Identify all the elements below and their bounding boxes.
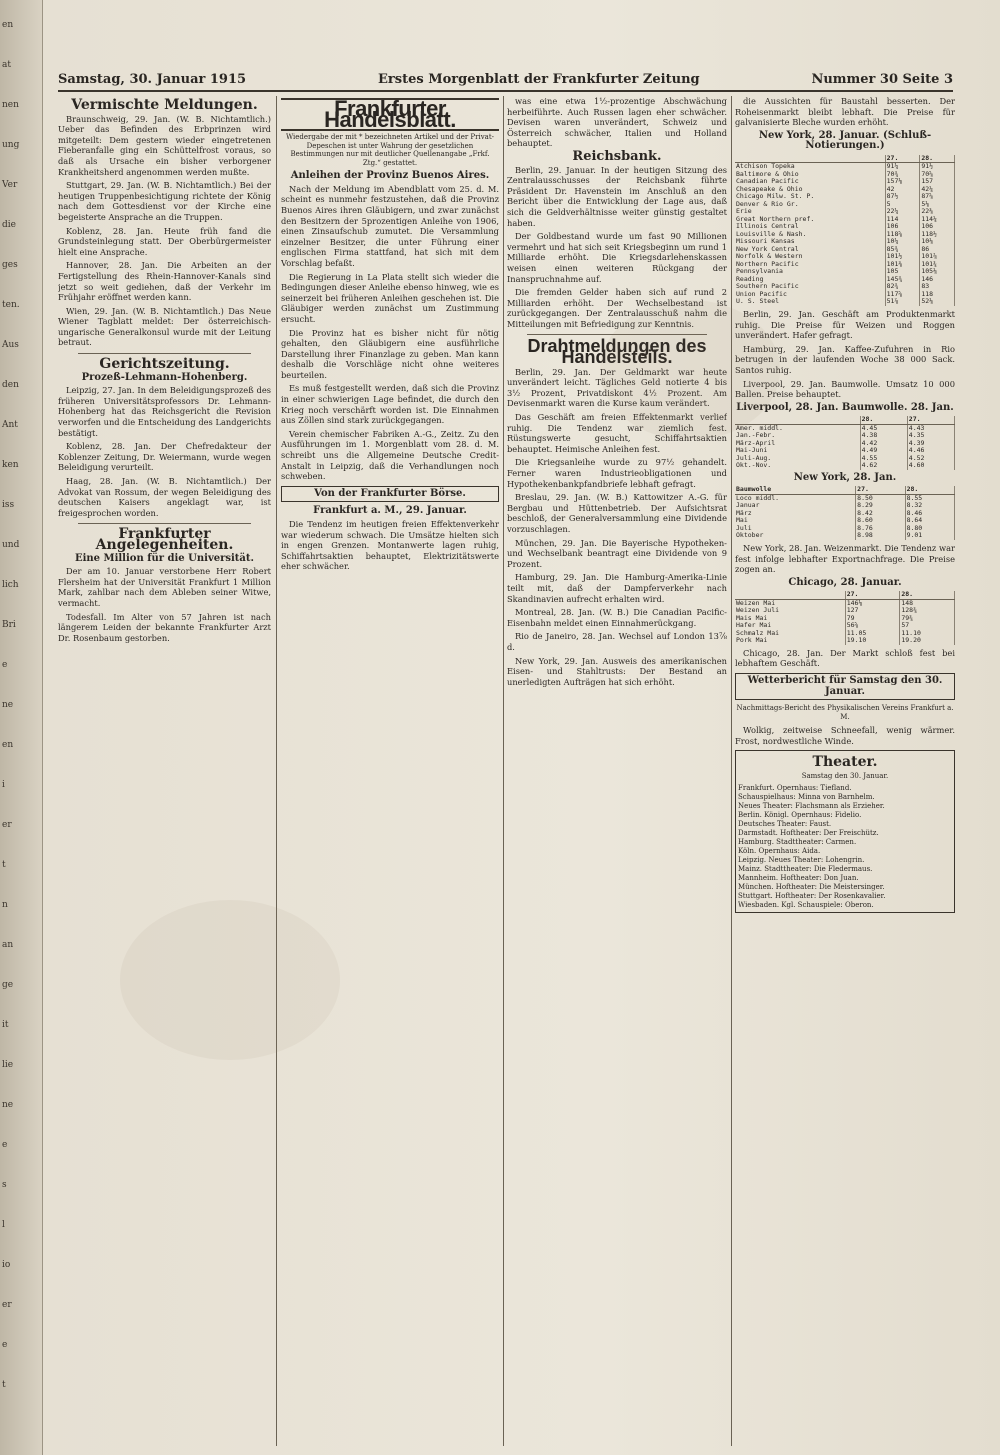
previous-page-fragment: s xyxy=(2,1180,7,1190)
section-title-handelsblatt: Frankfurter Handelsblatt. xyxy=(281,98,499,131)
table-cell: 4.42 xyxy=(860,440,907,448)
article-paragraph: Der Goldbestand wurde um fast 90 Millionen vermehrt und hat sich seit Kriegsbeginn um rund 1 Milliarde erhöht. Die Kriegsdarlehenskassen weisen einen weiteren Rückgang der Inanspruchnahme auf. xyxy=(507,231,727,284)
previous-page-fragment: Bri xyxy=(2,620,16,630)
article-paragraph: Braunschweig, 29. Jan. (W. B. Nichtamtlich.) Ueber das Befinden des Erbprinzen wird mitgeteilt: Dem gestern wieder eingetretenen Fieberanfalle ging ein Schüttelfrost voraus, so daß als Ursache ein bisher verborgener Krankheitsherd angenommen werden mußte. xyxy=(58,113,271,177)
table-cell: 57 xyxy=(900,622,955,630)
table-cell: 11.10 xyxy=(900,630,955,638)
table-row xyxy=(735,253,955,261)
table-cell: 8.98 xyxy=(856,532,905,540)
table-cell: 8.80 xyxy=(905,525,954,533)
subheading: Eine Million für die Universität. xyxy=(74,552,255,564)
subheading: New York, 28. Jan. xyxy=(793,471,897,483)
table-cell: 114¼ xyxy=(920,216,955,224)
column-rule xyxy=(503,96,504,1446)
column-rule xyxy=(731,96,732,1446)
table-cell: 19.10 xyxy=(845,637,900,645)
article-paragraph: Wien, 29. Jan. (W. B. Nichtamtlich.) Das Neue Wiener Tagblatt meldet: Der österreichisch-ungarische Generalkonsul wurde mit der Leitung betraut. xyxy=(58,305,271,348)
table-row xyxy=(735,486,955,494)
article-paragraph: New York, 28. Jan. Weizenmarkt. Die Tendenz war fest infolge lebhafter Exportnachfrage. Die Preise zogen an. xyxy=(735,542,955,575)
table-cell: Januar xyxy=(735,502,856,510)
table-cell: Union Pacific xyxy=(735,291,885,299)
table-cell: Jan.-Febr. xyxy=(735,432,860,440)
previous-page-fragment: en xyxy=(2,740,14,750)
section-title-frankfurt: Frankfurter Angelegenheiten. xyxy=(95,526,234,553)
table-cell: 4.45 xyxy=(860,424,907,432)
list-item: Stuttgart. Hoftheater: Der Rosenkavalier. xyxy=(738,891,886,900)
table-row xyxy=(735,622,955,630)
table-cell: 8.55 xyxy=(905,494,954,502)
table-cell: 105⅛ xyxy=(920,268,955,276)
divider xyxy=(78,353,251,354)
table-cell: Illinois Central xyxy=(735,223,885,231)
table-cell: 118 xyxy=(920,291,955,299)
table-row xyxy=(735,208,955,216)
article-paragraph: Montreal, 28. Jan. (W. B.) Die Canadian Pacific-Eisenbahn meldet einen Einnahmerückgang. xyxy=(507,607,727,628)
previous-page-fragment: ung xyxy=(2,140,20,150)
table-cell: 27. xyxy=(885,155,920,163)
weather-note: Nachmittags-Bericht des Physikalischen Vereins Frankfurt a. M. xyxy=(736,704,954,721)
previous-page-fragment: Ant xyxy=(2,420,18,430)
table-cell xyxy=(735,155,885,163)
table-cell: 4.35 xyxy=(907,432,954,440)
list-item: Wiesbaden. Kgl. Schauspiele: Oberon. xyxy=(738,900,874,909)
article-paragraph: Der am 10. Januar verstorbene Herr Robert Flersheim hat der Universität Frankfurt 1 Million Mark, zahlbar nach dem Ableben seiner Witwe, vermacht. xyxy=(58,566,271,608)
table-row xyxy=(735,178,955,186)
previous-page-fragment: Aus xyxy=(2,340,19,350)
column-1 xyxy=(58,96,271,1446)
table-cell: Pennsylvania xyxy=(735,268,885,276)
table-cell: Weizen Mai xyxy=(735,599,845,607)
table-cell: 22¼ xyxy=(885,208,920,216)
table-cell: Mai-Juni xyxy=(735,447,860,455)
table-row xyxy=(735,525,955,533)
table-row xyxy=(735,599,955,607)
article-paragraph: Chicago, 28. Jan. Der Markt schloß fest bei lebhaftem Geschäft. xyxy=(735,647,955,669)
table-row xyxy=(735,494,955,502)
list-item: Köln. Opernhaus: Aida. xyxy=(738,846,821,855)
table-cell: Norfolk & Western xyxy=(735,253,885,261)
table-cell: Canadian Pacific xyxy=(735,178,885,186)
table-row xyxy=(735,510,955,518)
table-cell: 42 xyxy=(885,186,920,194)
table-cell: 127 xyxy=(845,607,900,615)
table-cell: 42¼ xyxy=(920,186,955,194)
table-cell: 8.60 xyxy=(856,517,905,525)
table-cell: 28. xyxy=(860,416,907,424)
previous-page-fragment: den xyxy=(2,380,19,390)
table-row xyxy=(735,440,955,448)
table-cell: Loco middl. xyxy=(735,494,856,502)
column-3 xyxy=(507,96,727,1446)
table-cell: Juli xyxy=(735,525,856,533)
article-paragraph: Haag, 28. Jan. (W. B. Nichtamtlich.) Der Advokat van Rossum, der wegen Beleidigung des deutschen Kaisers angeklagt war, ist freigesprochen worden. xyxy=(58,476,271,518)
table-cell: 19.20 xyxy=(900,637,955,645)
table-cell: 146 xyxy=(920,276,955,284)
previous-page-fragment: ken xyxy=(2,460,19,470)
header-date: Samstag, 30. Januar 1915 xyxy=(58,72,247,87)
table-cell: Louisville & Nash. xyxy=(735,231,885,239)
table-cell: Pork Mai xyxy=(735,637,845,645)
subheading-boxed: Von der Frankfurter Börse. xyxy=(281,486,499,503)
previous-page-fragment: ne xyxy=(2,700,14,710)
list-item: Mainz. Stadttheater: Die Fledermaus. xyxy=(738,864,873,873)
previous-page-fragment: t xyxy=(2,860,6,870)
table-cell: 157 xyxy=(920,178,955,186)
list-item: Berlin. Königl. Opernhaus: Fidelio. xyxy=(738,810,862,819)
table-cell: Chesapeake & Ohio xyxy=(735,186,885,194)
table-cell: 114 xyxy=(885,216,920,224)
table-cell: 4.49 xyxy=(860,447,907,455)
table-row xyxy=(735,637,955,645)
table-cell: 4.43 xyxy=(907,424,954,432)
table-row xyxy=(735,591,955,599)
table-cell: 27. xyxy=(845,591,900,599)
table-row xyxy=(735,163,955,171)
table-cell: 101⅞ xyxy=(920,253,955,261)
table-row xyxy=(735,276,955,284)
previous-page-fragment: ne xyxy=(2,1100,14,1110)
table-cell: 86 xyxy=(920,246,955,254)
table-cell: 70¾ xyxy=(885,171,920,179)
table-row xyxy=(735,432,955,440)
table-cell: 148 xyxy=(900,599,955,607)
table-row xyxy=(735,268,955,276)
table-cell: 8.64 xyxy=(905,517,954,525)
table-row xyxy=(735,517,955,525)
theater-list xyxy=(738,784,952,910)
article-paragraph: Berlin, 29. Jan. Der Geldmarkt war heute unverändert leicht. Tägliches Geld notierte 4 bis 3½ Prozent, Privatdiskont 4½ Prozent. Am Devisenmarkt waren die Kurse kaum verändert. xyxy=(507,366,727,409)
table-cell: Missouri Kansas xyxy=(735,238,885,246)
article-paragraph: Koblenz, 28. Jan. Der Chefredakteur der Koblenzer Zeitung, Dr. Weiermann, wurde wegen Beleidigung verurteilt. xyxy=(58,441,271,473)
table-cell: 28. xyxy=(900,591,955,599)
table-cell: Baumwolle xyxy=(735,486,856,494)
previous-page-fragment: n xyxy=(2,900,8,910)
article-paragraph: Todesfall. Im Alter von 57 Jahren ist nach längerem Leiden der bekannte Frankfurter Arzt Dr. Rosenbaum gestorben. xyxy=(58,611,271,643)
theater-title: Theater. xyxy=(812,754,878,771)
table-cell: 157⅛ xyxy=(885,178,920,186)
list-item: Darmstadt. Hoftheater: Der Freischütz. xyxy=(738,828,879,837)
table-cell: 79¾ xyxy=(900,615,955,623)
table-row xyxy=(735,223,955,231)
table-cell: 118⅝ xyxy=(885,231,920,239)
table-row xyxy=(735,455,955,463)
table-row xyxy=(735,630,955,638)
previous-page-fragment: l xyxy=(2,1220,5,1230)
table-cell xyxy=(735,591,845,599)
previous-page-edge xyxy=(0,0,43,1455)
table-row xyxy=(735,201,955,209)
table-cell: 117⅝ xyxy=(885,291,920,299)
table-cell: 79 xyxy=(845,615,900,623)
list-item: München. Hoftheater: Die Meistersinger. xyxy=(738,882,885,891)
table-cell: 87½ xyxy=(885,193,920,201)
article-paragraph: München, 29. Jan. Die Bayerische Hypotheken- und Wechselbank beantragt eine Dividende von 9 Prozent. xyxy=(507,537,727,569)
table-cell: 4.46 xyxy=(907,447,954,455)
article-paragraph: Hamburg, 29. Jan. Die Hamburg-Amerika-Linie teilt mit, daß der Dampferverkehr nach Skandinavien aufrecht erhalten wird. xyxy=(507,572,727,604)
list-item: Neues Theater: Flachsmann als Erzieher. xyxy=(738,801,885,810)
table-cell: 10⅛ xyxy=(920,238,955,246)
section-title-gericht: Gerichtszeitung. xyxy=(99,356,230,373)
previous-page-fragment: lich xyxy=(2,580,19,590)
previous-page-fragment: e xyxy=(2,660,8,670)
article-paragraph: Hannover, 28. Jan. Die Arbeiten an der Fertigstellung des Rhein-Hannover-Kanals sind jetzt so weit gediehen, daß der Verkehr im Frühjahr eröffnet werden kann. xyxy=(58,260,271,303)
table-cell: 22⅜ xyxy=(920,208,955,216)
table-row xyxy=(735,171,955,179)
table-cell: Hafer Mai xyxy=(735,622,845,630)
previous-page-fragment: er xyxy=(2,1300,12,1310)
table-cell: 4.55 xyxy=(860,455,907,463)
article-paragraph: Das Geschäft am freien Effektenmarkt verlief ruhig. Die Tendenz war ziemlich fest. Rüstungswerte gesucht, Schiffahrtsaktien behauptet. Heimische Anleihen fest. xyxy=(507,412,727,454)
table-cell: Atchison Topeka xyxy=(735,163,885,171)
previous-page-fragment: e xyxy=(2,1340,8,1350)
table-cell: Northern Pacific xyxy=(735,261,885,269)
article-paragraph: Breslau, 29. Jan. (W. B.) Kattowitzer A.-G. für Bergbau und Hüttenbetrieb. Der Aufsichtsrat beschloß, der Generalversammlung eine Dividende vorzuschlagen. xyxy=(507,492,727,534)
table-cell: Mais Mai xyxy=(735,615,845,623)
article-paragraph: Es muß festgestellt werden, daß sich die Provinz in einer schwierigen Lage befindet, die durch den Krieg noch verschärft worden ist. Die Einnahmen aus Zöllen sind stark zurückgegangen. xyxy=(281,383,499,426)
previous-page-fragment: io xyxy=(2,1260,11,1270)
list-item: Deutsches Theater: Faust. xyxy=(738,819,832,828)
article-paragraph: was eine etwa 1½-prozentige Abschwächung herbeiführte. Auch Russen lagen eher schwächer. Devisen waren unverändert, Schweiz und Österreich schwächer, Italien und Holland behauptet. xyxy=(507,96,727,149)
theater-date: Samstag den 30. Januar. xyxy=(801,771,889,780)
table-row xyxy=(735,424,955,432)
table-cell: 51⅞ xyxy=(885,298,920,306)
previous-page-fragment: lie xyxy=(2,1060,14,1070)
subheading: New York, 28. Januar. (Schluß-Notierungen.) xyxy=(758,129,932,152)
table-cell: 52⅛ xyxy=(920,298,955,306)
section-title-drahtmeldungen: Drahtmeldungen des Handelsteils. xyxy=(527,336,707,368)
table-row xyxy=(735,462,955,470)
table-cell: 5 xyxy=(885,201,920,209)
table-cell: 10¼ xyxy=(885,238,920,246)
theater-box xyxy=(735,750,955,912)
previous-page-fragment: e xyxy=(2,1140,8,1150)
table-cell: 4.52 xyxy=(907,455,954,463)
article-paragraph: Hamburg, 29. Jan. Kaffee-Zufuhren in Rio betrugen in der laufenden Woche 38 000 Sack. Santos ruhig. xyxy=(735,343,955,375)
article-paragraph: Berlin, 29. Januar. In der heutigen Sitzung des Zentralausschusses der Reichsbank führte Präsident Dr. Havenstein im Anschluß an den Bericht über die Entwicklung der Lage aus, daß sich die Geldverhältnisse weiter günstig gestaltet haben. xyxy=(507,164,727,228)
table-row xyxy=(735,502,955,510)
table-row xyxy=(735,186,955,194)
table-cell: 105 xyxy=(885,268,920,276)
weather-title: Wetterbericht für Samstag den 30. Januar. xyxy=(735,673,955,700)
table-row xyxy=(735,238,955,246)
table-row xyxy=(735,283,955,291)
table-cell: Okt.-Nov. xyxy=(735,462,860,470)
article-paragraph: Stuttgart, 29. Jan. (W. B. Nichtamtlich.) Bei der heutigen Truppenbesichtigung richtete der König nach dem Gottesdienst vor der Kirche eine begeisterte Ansprache an die Truppen. xyxy=(58,180,271,222)
table-cell: 8.50 xyxy=(856,494,905,502)
table-cell: Great Northern pref. xyxy=(735,216,885,224)
table-row xyxy=(735,532,955,540)
table-cell: 145¾ xyxy=(885,276,920,284)
subheading: Prozeß-Lehmann-Hohenberg. xyxy=(81,371,248,383)
paper-stain xyxy=(600,300,780,440)
table-cell: 5⅛ xyxy=(920,201,955,209)
table-cell: New York Central xyxy=(735,246,885,254)
table-row xyxy=(735,447,955,455)
table-cell: 146⅛ xyxy=(845,599,900,607)
table-cell: 8.46 xyxy=(905,510,954,518)
previous-page-fragment: ge xyxy=(2,980,14,990)
divider xyxy=(78,523,251,524)
table-cell: 27. xyxy=(907,416,954,424)
header-number: Nummer 30 Seite 3 xyxy=(811,72,953,87)
previous-page-fragment: at xyxy=(2,60,11,70)
table-cell: 83 xyxy=(920,283,955,291)
table-row xyxy=(735,231,955,239)
table-row xyxy=(735,607,955,615)
column-rule xyxy=(276,96,277,1446)
table-cell: 106 xyxy=(885,223,920,231)
subheading: Chicago, 28. Januar. xyxy=(788,576,902,588)
weather-text: Wolkig, zeitweise Schneefall, wenig wärmer. Frost, nordwestliche Winde. xyxy=(735,725,955,746)
table-cell: Juli-Aug. xyxy=(735,455,860,463)
subheading: Anleihen der Provinz Buenos Aires. xyxy=(290,170,490,182)
table-cell: 9.01 xyxy=(905,532,954,540)
column-4 xyxy=(735,96,955,1446)
article-paragraph: Liverpool, 29. Jan. Baumwolle. Umsatz 10 000 Ballen. Preise behauptet. xyxy=(735,378,955,400)
table-cell: 27. xyxy=(856,486,905,494)
previous-page-fragment: en xyxy=(2,20,14,30)
article-paragraph: Nach der Meldung im Abendblatt vom 25. d. M. scheint es nunmehr festzustehen, daß die Provinz Buenos Aires ihren Gläubigern, und zwar zunächst den Besitzern der 5prozentigen Anleihe von 1906, einen Zinsaufschub zumutet. Die Versammlung einzelner Besitzer, die unter Führung einer englischen Firma stattfand, hat sich mit dem Vorschlag befaßt. xyxy=(281,183,499,268)
list-item: Hamburg. Stadttheater: Carmen. xyxy=(738,837,857,846)
table-cell: 87⅝ xyxy=(920,193,955,201)
table-cell: 4.60 xyxy=(907,462,954,470)
previous-page-fragment: nen xyxy=(2,100,19,110)
table-cell: Chicago Milw. St. P. xyxy=(735,193,885,201)
table-row xyxy=(735,246,955,254)
article-paragraph: die Aussichten für Baustahl besserten. Der Roheisenmarkt bleibt lebhaft. Die Preise für galvanisierte Bleche wurden erhöht. xyxy=(735,96,955,128)
section-title-vermischte: Vermischte Meldungen. xyxy=(71,97,258,113)
table-cell: Denver & Rio Gr. xyxy=(735,201,885,209)
previous-page-fragment: er xyxy=(2,820,12,830)
article-paragraph: Verein chemischer Fabriken A.-G., Zeitz. Zu den Ausführungen im 1. Morgenblatt vom 28. d. M. schreibt uns die Allgemeine Deutsche Credit-Anstalt in Leipzig, daß die Verhandlungen noch schweben. xyxy=(281,428,499,482)
article-paragraph: Die Provinz hat es bisher nicht für nötig gehalten, den Gläubigern eine ausführliche Darstellung ihrer Finanzlage zu geben. Man kann deshalb die Vorschläge nicht ohne weiteres beurteilen. xyxy=(281,327,499,380)
table-cell: Baltimore & Ohio xyxy=(735,171,885,179)
table-cell: März-April xyxy=(735,440,860,448)
article-paragraph: Berlin, 29. Jan. Geschäft am Produktenmarkt ruhig. Die Preise für Weizen und Roggen unverändert. Hafer gefragt. xyxy=(735,308,955,341)
table-row xyxy=(735,298,955,306)
previous-page-fragment: it xyxy=(2,1020,9,1030)
table-cell: 4.39 xyxy=(907,440,954,448)
list-item: Schauspielhaus: Minna von Barnhelm. xyxy=(738,792,875,801)
previous-page-fragment: i xyxy=(2,780,5,790)
table-cell: 128¾ xyxy=(900,607,955,615)
table-cell: 82¾ xyxy=(885,283,920,291)
table-cell: 4.62 xyxy=(860,462,907,470)
dateline: Frankfurt a. M., 29. Januar. xyxy=(313,505,467,517)
article-paragraph: Die fremden Gelder haben sich auf rund 2 Milliarden erhöht. Der Wechselbestand ist zurückgegangen. Der Zentralausschuß nahm die Mitteilungen mit Befriedigung zur Kenntnis. xyxy=(507,287,727,329)
table-cell: 85¾ xyxy=(885,246,920,254)
paper-stain xyxy=(120,900,340,1060)
previous-page-fragment: iss xyxy=(2,500,15,510)
header-edition: Erstes Morgenblatt der Frankfurter Zeitung xyxy=(378,72,700,87)
table-row xyxy=(735,216,955,224)
previous-page-fragment: an xyxy=(2,940,14,950)
table-cell: 4.38 xyxy=(860,432,907,440)
market-table-chicago xyxy=(735,591,955,645)
article-paragraph: Leipzig, 27. Jan. In dem Beleidigungsprozeß des früheren Universitätsprofessors Dr. Lehmann-Hohenberg hat das Reichsgericht die Revision verworfen und die Entscheidung des Landgerichts bestätigt. xyxy=(58,385,271,438)
table-row xyxy=(735,416,955,424)
table-cell: 101½ xyxy=(885,253,920,261)
table-cell: Weizen Juli xyxy=(735,607,845,615)
table-cell: Reading xyxy=(735,276,885,284)
table-row xyxy=(735,615,955,623)
table-cell: 8.76 xyxy=(856,525,905,533)
article-paragraph: Die Tendenz im heutigen freien Effektenverkehr war wiederum schwach. Die Umsätze hielten sich in engen Grenzen. Montanwerte lagen ruhig, Schiffahrtsaktien behauptet, Elektrizitätswerte eher schwächer. xyxy=(281,519,499,572)
table-cell: 8.29 xyxy=(856,502,905,510)
table-cell: Erie xyxy=(735,208,885,216)
table-cell: Southern Pacific xyxy=(735,283,885,291)
table-cell: Oktober xyxy=(735,532,856,540)
table-cell: 118½ xyxy=(920,231,955,239)
table-cell: 101⅜ xyxy=(885,261,920,269)
table-cell: 8.42 xyxy=(856,510,905,518)
market-table-ny-cotton xyxy=(735,486,955,540)
reprint-note: Wiedergabe der mit * bezeichneten Artikel und der Privat-Depeschen ist unter Wahrung der gesetzlichen Bestimmungen nur mit deutlicher Quellenangabe „Frkf. Ztg.“ gestattet. xyxy=(285,133,495,167)
table-cell: März xyxy=(735,510,856,518)
market-table-liverpool xyxy=(735,416,955,470)
subheading: Reichsbank. xyxy=(572,148,662,164)
article-paragraph: Koblenz, 28. Jan. Heute früh fand die Grundsteinlegung statt. Der Oberbürgermeister hielt eine Ansprache. xyxy=(58,225,271,257)
page-header xyxy=(58,72,953,92)
table-row xyxy=(735,261,955,269)
previous-page-fragment: und xyxy=(2,540,20,550)
previous-page-fragment: t xyxy=(2,1380,6,1390)
market-table-ny-stocks xyxy=(735,155,955,306)
subheading: Liverpool, 28. Jan. Baumwolle. 28. Jan. xyxy=(736,401,954,413)
table-cell: 8.32 xyxy=(905,502,954,510)
table-cell: Amer. middl. xyxy=(735,424,860,432)
article-paragraph: New York, 29. Jan. Ausweis des amerikanischen Eisen- und Stahltrusts: Der Bestand an unerledigten Aufträgen hat sich erhöht. xyxy=(507,655,727,687)
table-cell: 11.05 xyxy=(845,630,900,638)
table-cell: 70⅝ xyxy=(920,171,955,179)
table-cell: U. S. Steel xyxy=(735,298,885,306)
previous-page-fragment: ten. xyxy=(2,300,20,310)
table-cell: 106 xyxy=(920,223,955,231)
table-cell: Mai xyxy=(735,517,856,525)
table-cell: 91½ xyxy=(920,163,955,171)
article-paragraph: Rio de Janeiro, 28. Jan. Wechsel auf London 13⅞ d. xyxy=(507,631,727,652)
table-cell: 91¼ xyxy=(885,163,920,171)
table-cell: Schmalz Mai xyxy=(735,630,845,638)
article-paragraph: Die Kriegsanleihe wurde zu 97½ gehandelt. Ferner waren Industrieobligationen und Hypothekenbankpfandbriefe lebhaft gefragt. xyxy=(507,457,727,489)
table-row xyxy=(735,155,955,163)
previous-page-fragment: die xyxy=(2,220,16,230)
table-row xyxy=(735,193,955,201)
column-2 xyxy=(281,96,499,1446)
table-cell: 56⅝ xyxy=(845,622,900,630)
table-cell: 101¾ xyxy=(920,261,955,269)
previous-page-fragment: ges xyxy=(2,260,18,270)
table-cell: 28. xyxy=(905,486,954,494)
previous-page-fragment: Ver xyxy=(2,180,18,190)
list-item: Mannheim. Hoftheater: Don Juan. xyxy=(738,873,859,882)
article-paragraph: Die Regierung in La Plata stellt sich wieder die Bedingungen dieser Anleihe ebenso hinweg, wie es seinerzeit bei früheren Anleihen geschehen ist. Die Gläubiger werden zunächst um Zustimmung ersucht. xyxy=(281,271,499,324)
table-cell: 28. xyxy=(920,155,955,163)
list-item: Frankfurt. Opernhaus: Tiefland. xyxy=(738,783,852,792)
list-item: Leipzig. Neues Theater: Lohengrin. xyxy=(738,855,865,864)
table-row xyxy=(735,291,955,299)
